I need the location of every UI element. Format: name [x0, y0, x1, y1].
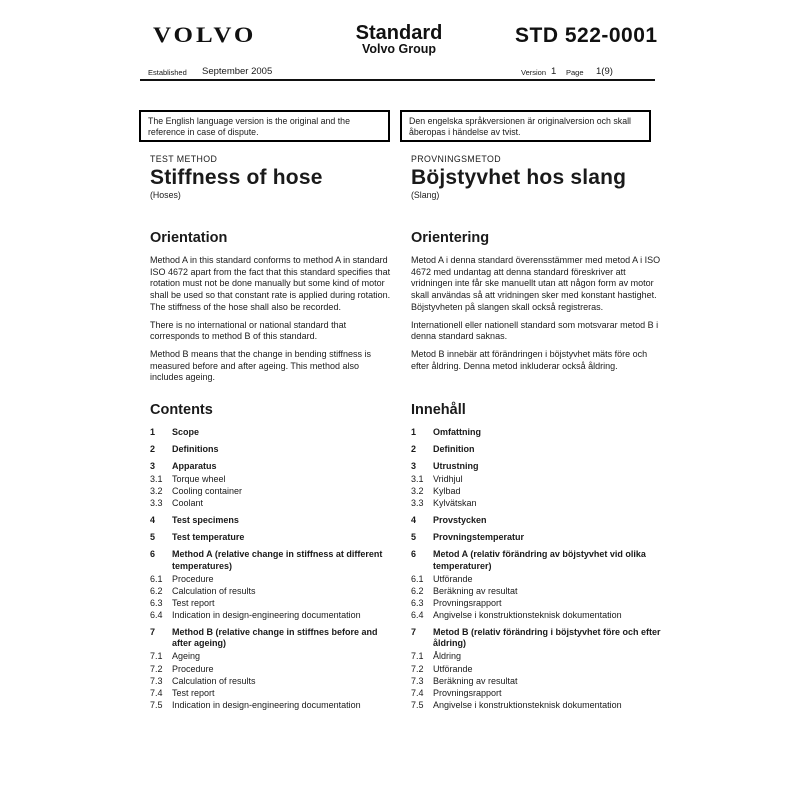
- toc-item-number: 6.1: [150, 573, 163, 584]
- toc-item: [411, 427, 661, 439]
- toc-item-label: Åldring: [433, 651, 462, 662]
- toc-item-number: 7.1: [411, 651, 424, 662]
- established-label: Established: [148, 68, 187, 77]
- paragraph: Method A in this standard conforms to method A in standard ISO 4672 apart from the fact that this standard specifies that rotation must not be done manually but some kind of motor shall be used so that constant rate is applied during rotation. The stiffness of the hose shall also be recorded.: [150, 255, 391, 312]
- toc-item-label: Indication in design-engineering documentation: [172, 700, 361, 711]
- orientation-paragraphs-english: [150, 255, 392, 384]
- toc-item-number: 6.3: [150, 598, 163, 609]
- toc-item-label: Torque wheel: [172, 474, 226, 485]
- toc-item-number: 7.4: [150, 688, 163, 699]
- toc-item-label: Method A (relative change in stiffness at different temperatures): [172, 549, 383, 571]
- toc-item-label: Method B (relative change in stiffnes before and after ageing): [172, 626, 378, 649]
- toc-item-number: 6: [411, 549, 417, 560]
- toc-item-label: Utförande: [433, 663, 473, 674]
- toc-item-number: 6: [150, 549, 156, 560]
- toc-item-number: 3.2: [150, 486, 163, 497]
- toc-item-label: Provningsrapport: [433, 598, 502, 609]
- toc-swedish: [411, 427, 661, 711]
- toc-item: [411, 700, 661, 711]
- kicker-swedish: PROVNINGSMETOD: [411, 154, 501, 164]
- toc-item-label: Calculation of results: [172, 585, 256, 596]
- volvo-logo: VOLVO: [153, 23, 257, 48]
- toc-item-number: 4: [411, 515, 417, 526]
- toc-item-label: Calculation of results: [172, 675, 256, 686]
- orientation-section-english: [150, 230, 392, 390]
- toc-item-label: Definitions: [172, 444, 219, 455]
- toc-item-label: Metod B (relativ förändring i böjstyvhet före och efter åldring): [433, 626, 661, 649]
- toc-item-label: Test temperature: [172, 532, 245, 543]
- toc-item: [150, 461, 392, 473]
- toc-item-label: Beräkning av resultat: [433, 585, 518, 596]
- toc-item-label: Apparatus: [172, 461, 217, 472]
- toc-item: [150, 574, 392, 585]
- orientation-section-swedish: [411, 230, 661, 390]
- contents-heading-english: Contents: [150, 402, 213, 419]
- established-date: September 2005: [202, 66, 273, 77]
- toc-item: [150, 549, 392, 572]
- toc-item-number: 3: [411, 461, 417, 472]
- toc-item-number: 7: [150, 626, 156, 637]
- toc-item-number: 6.2: [150, 585, 163, 596]
- toc-item-label: Indication in design-engineering documentation: [172, 610, 361, 621]
- toc-item-number: 4: [150, 515, 156, 526]
- header-rule: [140, 79, 655, 81]
- toc-item-label: Ageing: [172, 651, 201, 662]
- subtitle-swedish: (Slang): [411, 190, 440, 200]
- toc-item: [150, 427, 392, 439]
- toc-item-label: Cooling container: [172, 486, 243, 497]
- toc-item: [411, 610, 661, 621]
- toc-item-label: Coolant: [172, 498, 204, 509]
- contents-section-english: [150, 402, 392, 711]
- toc-item-label: Test report: [172, 688, 215, 699]
- toc-item-number: 7.2: [150, 663, 163, 674]
- toc-item-number: 7.5: [150, 700, 163, 711]
- doc-number: STD 522-0001: [515, 24, 658, 47]
- title-block-english: [150, 154, 392, 200]
- toc-item-label: Metod A (relativ förändring av böjstyvhet vid olika temperaturer): [433, 549, 646, 571]
- toc-item: [150, 664, 392, 675]
- title-block-swedish: [411, 154, 661, 200]
- orientation-paragraphs-swedish: [411, 255, 661, 372]
- toc-item: [411, 688, 661, 699]
- toc-item: [150, 444, 392, 456]
- paragraph: Metod A i denna standard överensstämmer med metod A i ISO 4672 med undantag att denna standard föreskriver att vridningen inte får ske manuellt utan att någon form av motor skall användas så att vridningen sker med konstant hastighet. Böjstyvheten på slangen skall också registreras.: [411, 255, 661, 312]
- toc-item-number: 3: [150, 461, 156, 472]
- toc-item-label: Test specimens: [172, 515, 239, 526]
- toc-item: [411, 486, 661, 497]
- toc-item-number: 3.1: [411, 474, 424, 485]
- toc-item-number: 7: [411, 626, 417, 637]
- toc-item: [411, 586, 661, 597]
- toc-item-number: 5: [411, 532, 417, 543]
- toc-item-number: 7.1: [150, 651, 163, 662]
- toc-item: [150, 676, 392, 687]
- toc-item-number: 5: [150, 532, 156, 543]
- contents-section-swedish: [411, 402, 661, 711]
- contents-heading-swedish: Innehåll: [411, 402, 466, 419]
- page-label: Page: [566, 68, 584, 77]
- toc-item: [411, 664, 661, 675]
- toc-item: [150, 627, 392, 650]
- toc-item-label: Provstycken: [433, 515, 487, 526]
- orientation-heading-swedish: Orientering: [411, 230, 490, 246]
- toc-item-number: 3.3: [150, 498, 163, 509]
- toc-item-number: 2: [150, 444, 156, 455]
- toc-english: [150, 427, 392, 711]
- toc-item: [150, 515, 392, 527]
- toc-item-number: 6.3: [411, 598, 424, 609]
- toc-item: [150, 700, 392, 711]
- notice-box-swedish: Den engelska språkversionen är originalversion och skall åberopas i händelse av tvist.: [400, 110, 651, 142]
- toc-item: [411, 532, 661, 544]
- title-row: [150, 154, 800, 200]
- toc-item: [150, 598, 392, 609]
- toc-item-label: Utrustning: [433, 461, 479, 472]
- toc-item-number: 1: [411, 427, 417, 438]
- version-label: Version: [521, 68, 547, 77]
- toc-item-number: 2: [411, 444, 417, 455]
- toc-item-label: Kylbad: [433, 486, 461, 497]
- toc-item-number: 3.1: [150, 474, 163, 485]
- toc-item: [150, 610, 392, 621]
- toc-item-label: Vridhjul: [433, 474, 463, 485]
- org-name: Volvo Group: [361, 42, 437, 56]
- toc-item: [411, 651, 661, 662]
- toc-item: [411, 549, 661, 572]
- toc-item: [411, 461, 661, 473]
- paragraph: Method B means that the change in bending stiffness is measured before and after ageing. This method also includes ageing.: [150, 348, 371, 383]
- orientation-row: [150, 230, 800, 390]
- toc-item-number: 7.3: [150, 675, 163, 686]
- toc-item: [150, 486, 392, 497]
- contents-row: [150, 402, 800, 711]
- toc-item-number: 6.4: [150, 610, 163, 621]
- toc-item-label: Test report: [172, 598, 215, 609]
- toc-item: [411, 598, 661, 609]
- doc-type: Standard: [355, 22, 443, 44]
- toc-item-label: Beräkning av resultat: [433, 675, 518, 686]
- toc-item: [411, 676, 661, 687]
- page-value: 1(9): [596, 66, 613, 77]
- toc-item: [411, 474, 661, 485]
- paragraph: Metod B innebär att förändringen i böjstyvhet mäts före och efter åldring. Denna metod inkluderar också åldring.: [411, 348, 648, 371]
- orientation-heading-english: Orientation: [150, 230, 228, 246]
- toc-item: [150, 586, 392, 597]
- toc-item: [150, 498, 392, 509]
- toc-item: [411, 627, 661, 650]
- toc-item-label: Kylvätskan: [433, 498, 477, 509]
- toc-item-number: 1: [150, 427, 156, 438]
- toc-item-label: Procedure: [172, 663, 214, 674]
- toc-item-number: 7.4: [411, 688, 424, 699]
- toc-item-number: 6.2: [411, 585, 424, 596]
- toc-item-number: 3.2: [411, 486, 424, 497]
- toc-item: [411, 515, 661, 527]
- toc-item: [411, 498, 661, 509]
- kicker-english: TEST METHOD: [150, 154, 218, 164]
- toc-item-number: 7.2: [411, 663, 424, 674]
- page-title-swedish: Böjstyvhet hos slang: [411, 166, 627, 189]
- toc-item-label: Definition: [433, 444, 475, 455]
- header-center: [299, 23, 499, 56]
- page-title-english: Stiffness of hose: [150, 166, 323, 189]
- toc-item-number: 6.4: [411, 610, 424, 621]
- subtitle-english: (Hoses): [150, 190, 181, 200]
- toc-item: [411, 444, 661, 456]
- toc-item-label: Procedure: [172, 573, 214, 584]
- toc-item-label: Provningsrapport: [433, 688, 502, 699]
- toc-item-label: Provningstemperatur: [433, 532, 525, 543]
- notice-box-english: The English language version is the original and the reference in case of dispute.: [139, 110, 390, 142]
- toc-item-number: 6.1: [411, 573, 424, 584]
- toc-item-number: 3.3: [411, 498, 424, 509]
- paragraph: There is no international or national standard that corresponds to method B of this standard.: [150, 319, 347, 342]
- toc-item-label: Angivelse i konstruktionsteknisk dokumentation: [433, 700, 622, 711]
- toc-item-label: Angivelse i konstruktionsteknisk dokumentation: [433, 610, 622, 621]
- toc-item: [150, 688, 392, 699]
- toc-item-label: Scope: [172, 427, 200, 438]
- toc-item-number: 7.3: [411, 675, 424, 686]
- toc-item-number: 7.5: [411, 700, 424, 711]
- toc-item: [150, 474, 392, 485]
- version-value: 1: [551, 66, 557, 77]
- document-header: [0, 0, 800, 81]
- toc-item-label: Utförande: [433, 573, 473, 584]
- toc-item-label: Omfattning: [433, 427, 481, 438]
- paragraph: Internationell eller nationell standard som motsvarar metod B i denna standard saknas.: [411, 319, 659, 342]
- toc-item: [150, 651, 392, 662]
- toc-item: [150, 532, 392, 544]
- toc-item: [411, 574, 661, 585]
- notice-row: [139, 110, 800, 142]
